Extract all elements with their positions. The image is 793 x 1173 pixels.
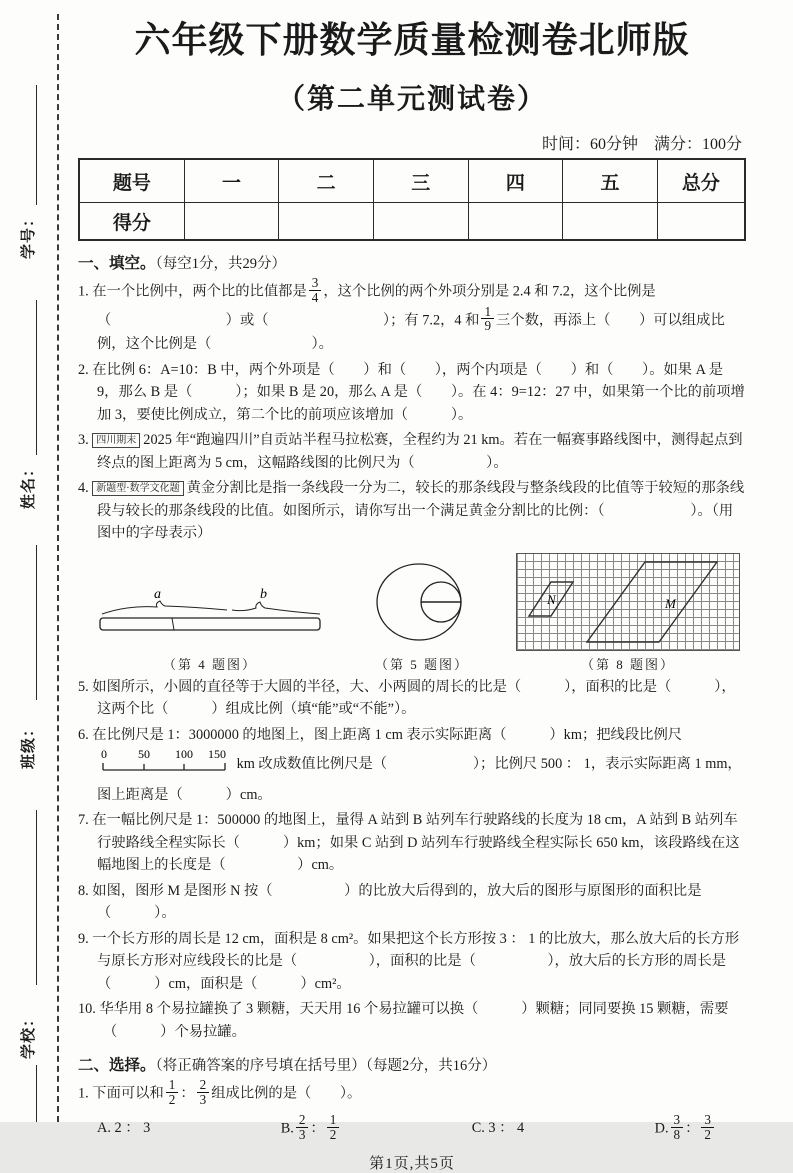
score-cell	[468, 203, 563, 241]
page-number: 第1页,共5页	[369, 1155, 455, 1172]
q1-text: 1. 在一个比例中，两个比的比值都是	[78, 283, 307, 300]
segment-diagram	[92, 584, 328, 646]
choice-question-1	[78, 1078, 746, 1107]
fill-question-7: 7. 在一幅比例尺是 1：500000 的地图上，量得 A 站到 B 站列车行驶路线的长度为 18 cm，A 站到 B 站列车行驶路线全程实际长（ ）km；如果 C 站到 D 站列车行驶路线全程实际长 650 km，该段路线在这幅地图上的长度是（ ）cm。	[78, 812, 740, 874]
circles-diagram	[362, 562, 482, 646]
table-row	[79, 159, 745, 203]
section1-note: （每空1分，共29分）	[155, 256, 287, 272]
fill-question-5: 5. 如图所示，小圆的直径等于大圆的半径，大、小两圆的周长的比是（ ），面积的比是（ ），这两个比（ ）组成比例（填“能”或“不能”）。	[78, 678, 736, 718]
fill-question-10: 10. 华华用 8 个易拉罐换了 3 颗糖，天天用 16 个易拉罐可以换（ ）颗糖；同同要换 15 颗糖，需要（ ）个易拉罐。	[78, 1001, 729, 1040]
parallelograms	[517, 554, 739, 650]
blank-line-class	[36, 545, 37, 700]
student-id-label: 学号：	[21, 211, 37, 260]
section1-heading	[78, 251, 746, 273]
q6-text: km 改成数值比例尺是（ ）；比例尺 500 ： 1，表示实际距离 1 mm，图上距离是（ ）cm。	[97, 756, 742, 803]
class-label: 班级：	[21, 721, 37, 770]
score-table-header: 一	[184, 159, 279, 203]
q4-number: 4.	[78, 480, 93, 497]
figure-caption: （第 4 题图）	[162, 656, 257, 672]
figure-q5-circles	[362, 562, 482, 673]
score-cell	[373, 203, 468, 241]
score-cell	[184, 203, 279, 241]
blank-line-student-id	[36, 85, 37, 205]
table-row	[79, 203, 745, 241]
blank-line-school	[36, 810, 37, 985]
option-c: C. 3 ： 4	[471, 1120, 525, 1137]
figure-q4-segment	[92, 584, 328, 673]
scale-tick-label: 150	[208, 747, 226, 762]
segment-label-a: a	[154, 586, 161, 602]
fill-question-3	[78, 429, 746, 474]
option-d: D. $\frac{3}{8}$ ： $\frac{3}{2}$	[655, 1113, 716, 1142]
q4-text: 黄金分割比是指一条线段一分为二，较长的那条线段与整条线段的比值等于较短的那条线段与较长的那条线段的比值。如图所示，请你写出一个满足黄金分割比的比例：（ ）。（用图中的字母表示）	[97, 480, 745, 542]
paper-content	[78, 18, 746, 1173]
q1-text: 三个数，再添上（ ）可以组成比例，这个比例是（ ）。	[97, 311, 725, 353]
q6-text: 6. 在比例尺是 1：3000000 的地图上，图上距离 1 cm 表示实际距离（ ）km；把线段比例尺	[78, 726, 683, 743]
cq1-text: 1. 下面可以和	[78, 1085, 164, 1102]
segment-label-b: b	[260, 586, 267, 602]
shape-label-n: N	[547, 591, 556, 607]
figure-caption: （第 5 题图）	[374, 656, 469, 672]
q3-text: 2025 年“跑遍四川”自贡站半程马拉松赛，全程约为 21 km。若在一幅赛事路线图中，测得起点到终点的图上距离为 5 cm，这幅路线图的比例尺为（ ）。	[97, 432, 743, 471]
fill-question-2: 2. 在比例 6：A=10：B 中，两个外项是（ ）和（ ），两个内项是（ ）和（ ）。如果 A 是 9，那么 B 是（ ）；如果 B 是 20，那么 A 是（ ）。在 4：9=12：27 中，如果第一个比的前项增加 3，要使比例成立，第二个比的前项应该增加（ ）。	[78, 361, 745, 423]
fraction: $\frac{1}{9}$	[481, 305, 494, 334]
figure-caption: （第 8 题图）	[580, 656, 675, 672]
scale-tick-label: 0	[101, 747, 107, 762]
score-table-header: 二	[279, 159, 374, 203]
fraction: $\frac{3}{2}$	[701, 1113, 714, 1142]
scale-tick-label: 50	[138, 747, 150, 762]
page-title: 六年级下册数学质量检测卷北师版	[134, 20, 690, 60]
fill-question-9: 9. 一个长方形的周长是 12 cm，面积是 8 cm²。如果把这个长方形按 3 ： 1 的比放大，那么放大后的长方形与原长方形对应线段长的比是（ ），面积的比是（ ），放大后的长方形的周长是（ ）cm，面积是（ ）cm²。	[78, 930, 740, 992]
score-cell	[279, 203, 374, 241]
score-table-header: 四	[468, 159, 563, 203]
q1-text: ，这个比例的两个外项分别是 2.4 和 7.2，这个比例是 （ ）或（ ）；有 7.2，4 和	[97, 283, 656, 328]
option-b: B. $\frac{2}{3}$ ： $\frac{1}{2}$	[281, 1113, 342, 1142]
blank-line-bottom	[36, 1065, 37, 1122]
ratio-colon: ：	[180, 1085, 195, 1102]
fill-question-1	[78, 276, 746, 356]
linear-scale-bar	[97, 746, 231, 784]
page-subtitle: （第二单元测试卷）	[276, 84, 547, 115]
fraction: $\frac{2}{3}$	[296, 1113, 309, 1142]
name-label: 姓名：	[21, 461, 37, 510]
score-table	[78, 158, 746, 241]
ratio-colon: ：	[685, 1120, 700, 1137]
q3-number: 3.	[78, 432, 93, 449]
score-cell	[563, 203, 658, 241]
option-a: A. 2 ： 3	[97, 1120, 151, 1137]
fraction: $\frac{1}{2}$	[166, 1078, 179, 1107]
score-cell	[657, 203, 745, 241]
fill-question-4	[78, 477, 746, 545]
score-table-header: 题号	[79, 159, 184, 203]
type-badge: 新题型·数学文化题	[92, 481, 183, 496]
score-table-header: 总分	[657, 159, 745, 203]
blank-line-name	[36, 300, 37, 455]
school-label: 学校：	[21, 1011, 37, 1060]
grid-diagram	[516, 553, 740, 651]
fill-question-8: 8. 如图，图形 M 是图形 N 按（ ）的比放大后得到的，放大后的图形与原图形的面积比是（ ）。	[78, 882, 702, 922]
section2-heading	[78, 1053, 746, 1075]
binding-dashed-line	[57, 14, 59, 1122]
fraction: $\frac{3}{4}$	[309, 276, 322, 305]
fraction: $\frac{2}{3}$	[197, 1078, 210, 1107]
score-row-label: 得分	[79, 203, 184, 241]
scale-tick-label: 100	[175, 747, 193, 762]
score-table-header: 三	[373, 159, 468, 203]
choice-options-row	[97, 1113, 716, 1142]
fill-question-6	[78, 724, 746, 807]
fraction: $\frac{1}{2}$	[327, 1113, 340, 1142]
fraction: $\frac{3}{8}$	[671, 1113, 684, 1142]
score-table-header: 五	[563, 159, 658, 203]
ratio-colon: ：	[310, 1120, 325, 1137]
section2-title: 二、选择。	[78, 1057, 156, 1075]
scale-bar-diagram	[97, 746, 231, 776]
cq1-text: 组成比例的是（ ）。	[211, 1085, 362, 1102]
figures-row	[92, 553, 740, 673]
section1-title: 一、填空。	[78, 255, 156, 272]
section2-note: （将正确答案的序号填在括号里）（每题2分，共16分）	[155, 1058, 497, 1075]
time-score-meta: 时间：60分钟 满分：100分	[541, 136, 742, 153]
shape-label-m: M	[665, 595, 676, 611]
figure-q8-grid	[516, 553, 740, 673]
source-badge: 四川期末	[92, 433, 140, 448]
